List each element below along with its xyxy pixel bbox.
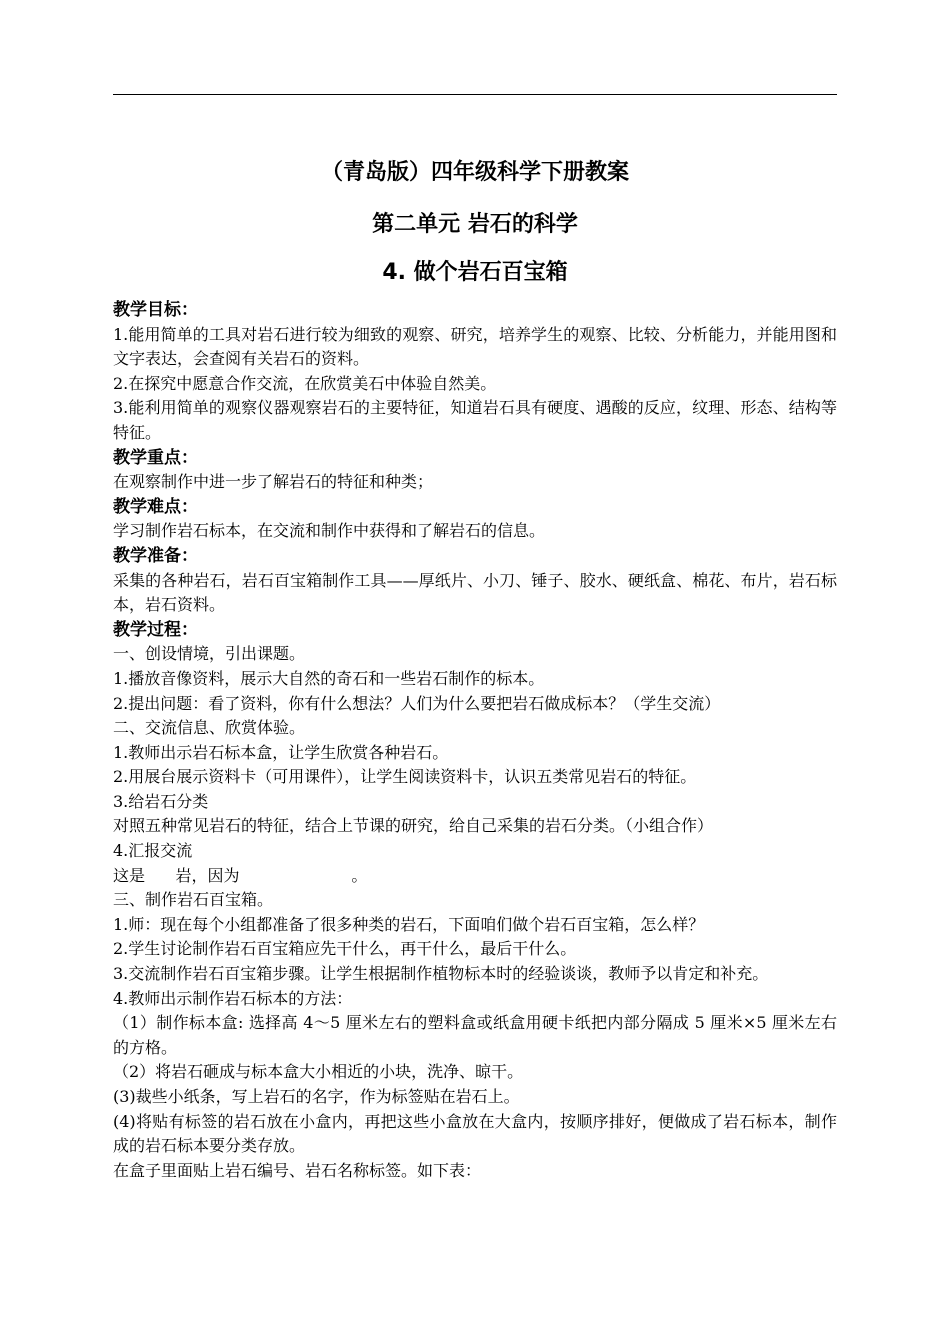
process-step: 二、交流信息、欣赏体验。 [113, 718, 306, 738]
method-step: （2）将岩石砸成与标本盒大小相近的小块，洗净、晾干。 [113, 1062, 524, 1082]
preparation-text: 采集的各种岩石，岩石百宝箱制作工具——厚纸片、小刀、锤子、胶水、硬纸盒、棉花、布片，岩石标本，岩石资料。 [113, 570, 837, 615]
process-step: 1.师：现在每个小组都准备了很多种类的岩石，下面咱们做个岩石百宝箱，怎么样？ [113, 914, 705, 934]
process-step: 2.用展台展示资料卡（可用课件），让学生阅读资料卡，认识五类常见岩石的特征。 [113, 767, 697, 787]
difficulties-text: 学习制作岩石标本，在交流和制作中获得和了解岩石的信息。 [113, 521, 546, 541]
process-step: 2.学生讨论制作岩石百宝箱应先干什么，再干什么，最后干什么。 [113, 939, 577, 959]
process-step: 3.交流制作岩石百宝箱步骤。让学生根据制作植物标本时的经验谈谈，教师予以肯定和补充。 [113, 964, 769, 984]
process-step: 1.教师出示岩石标本盒，让学生欣赏各种岩石。 [113, 742, 449, 762]
fill-in-sentence: 这是 岩，因为 。 [113, 865, 368, 885]
process-step: 三、制作岩石百宝箱。 [113, 890, 274, 910]
document-body [113, 298, 837, 1183]
section-heading-goals: 教学目标： [113, 300, 198, 320]
section-heading-key-points: 教学重点： [113, 447, 198, 468]
key-points-text: 在观察制作中进一步了解岩石的特征和种类； [113, 472, 434, 492]
process-step: 2.提出问题：看了资料，你有什么想法？人们为什么要把岩石做成标本？（学生交流） [113, 693, 721, 713]
document-title: （青岛版）四年级科学下册教案 [320, 160, 629, 185]
process-step: 对照五种常见岩石的特征，结合上节课的研究，给自己采集的岩石分类。（小组合作） [113, 816, 714, 836]
section-heading-difficulties: 教学难点： [113, 496, 198, 517]
method-step: (4)将贴有标签的岩石放在小盒内，再把这些小盒放在大盒内，按顺序排好，便做成了岩石标本，制作成的岩石标本要分类存放。 [113, 1111, 837, 1156]
section-heading-process: 教学过程： [113, 619, 198, 640]
goal-paragraph: 1.能用简单的工具对岩石进行较为细致的观察、研究，培养学生的观察、比较、分析能力，并能用图和文字表达，会查阅有关岩石的资料。 [113, 324, 837, 369]
lesson-title: 4. 做个岩石百宝箱 [382, 260, 568, 285]
process-step: 3.给岩石分类 [113, 791, 209, 811]
method-step: (3)裁些小纸条，写上岩石的名字，作为标签贴在岩石上。 [113, 1087, 520, 1106]
process-step: 1.播放音像资料，展示大自然的奇石和一些岩石制作的标本。 [113, 668, 545, 688]
process-step: 一、创设情境，引出课题。 [113, 644, 306, 664]
section-heading-preparation: 教学准备： [113, 545, 198, 566]
goal-paragraph: 3.能利用简单的观察仪器观察岩石的主要特征，知道岩石具有硬度、遇酸的反应，纹理、形态、结构等特征。 [113, 398, 837, 442]
method-step: （1）制作标本盒: 选择高 4～5 厘米左右的塑料盒或纸盒用硬卡纸把内部分隔成 5 厘米×5 厘米左右的方格。 [113, 1013, 837, 1057]
unit-title: 第二单元 岩石的科学 [372, 212, 578, 237]
method-step: 在盒子里面贴上岩石编号、岩石名称标签。如下表： [113, 1160, 482, 1180]
process-step: 4.教师出示制作岩石标本的方法： [113, 988, 353, 1008]
goal-paragraph: 2.在探究中愿意合作交流，在欣赏美石中体验自然美。 [113, 373, 497, 393]
header-rule [113, 94, 837, 95]
process-step: 4.汇报交流 [113, 841, 193, 861]
